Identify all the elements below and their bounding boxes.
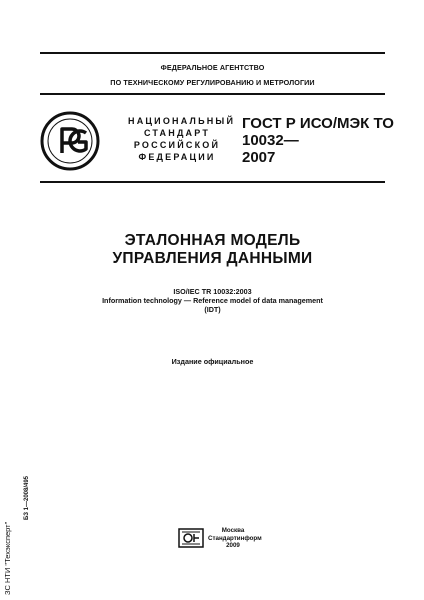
iso-idt: (IDT) — [204, 305, 221, 314]
designation-bottom-rule — [40, 181, 385, 183]
publisher-block — [208, 527, 262, 550]
iso-reference — [40, 287, 385, 314]
document-title — [40, 232, 385, 268]
title-line-2: УПРАВЛЕНИЯ ДАННЫМИ — [112, 250, 313, 267]
publisher-city: Москва — [221, 527, 245, 534]
standard-word-1: НАЦИОНАЛЬНЫЙ — [128, 116, 236, 126]
gost-line-1: ГОСТ Р ИСО/МЭК ТО — [242, 115, 394, 132]
gost-r-logo-icon — [40, 111, 100, 171]
publisher-logo-icon — [178, 528, 204, 548]
iso-code: ISO/IEC TR 10032:2003 — [173, 287, 252, 296]
iso-english-title: Information technology — Reference model of data management — [102, 296, 323, 305]
standard-word-2: СТАНДАРТ — [143, 128, 211, 138]
agency-line-2: ПО ТЕХНИЧЕСКОМУ РЕГУЛИРОВАНИЮ И МЕТРОЛОГИИ — [110, 78, 315, 87]
gost-designation — [242, 115, 394, 166]
publisher-year: 2009 — [226, 542, 240, 550]
agency-line-1: ФЕДЕРАЛЬНОЕ АГЕНТСТВО — [160, 63, 265, 72]
top-rule — [40, 52, 385, 54]
gost-line-3: 2007 — [242, 149, 276, 166]
title-line-1: ЭТАЛОННАЯ МОДЕЛЬ — [124, 232, 301, 249]
header-bottom-rule — [40, 93, 385, 95]
edition-label: Издание официальное — [171, 357, 254, 366]
standard-word-3: РОССИЙСКОЙ — [133, 140, 221, 150]
standard-word-4: ФЕДЕРАЦИИ — [138, 152, 216, 162]
side-code: БЗ 1—2008/495 — [24, 475, 30, 520]
side-fond-label: ЗС НТИ "Техэксперт" — [3, 521, 12, 595]
publisher-name: Стандартинформ — [208, 534, 262, 542]
gost-line-2: 10032— — [242, 132, 299, 149]
